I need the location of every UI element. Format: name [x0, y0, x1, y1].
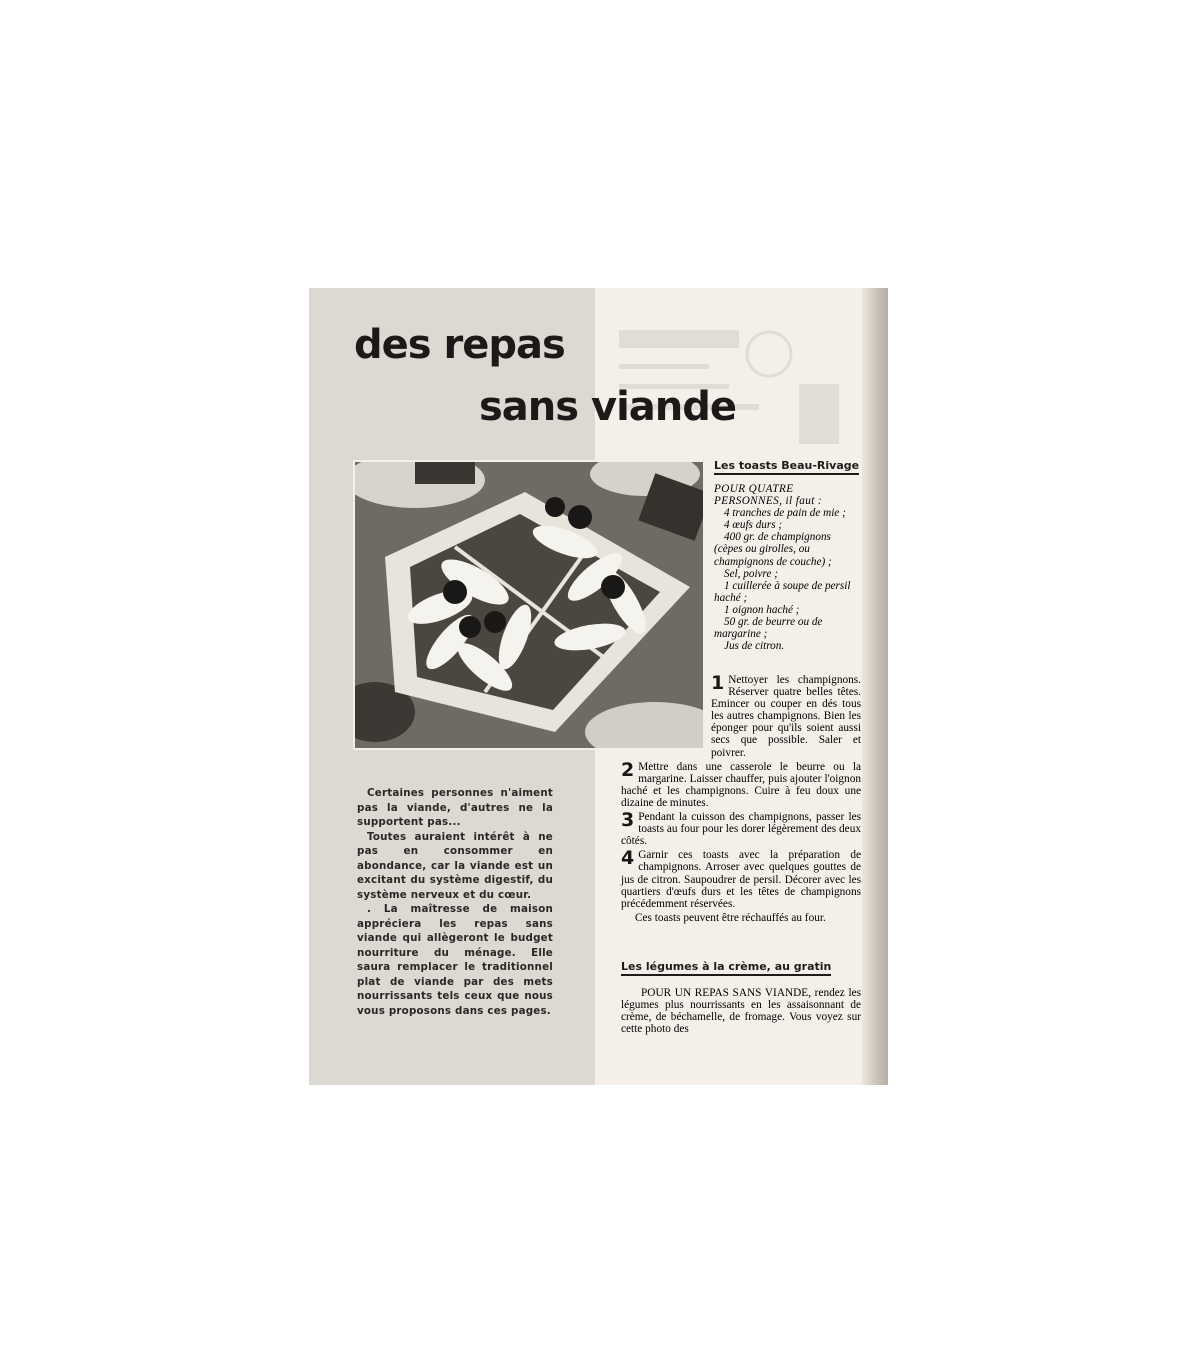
recipe-step: [621, 758, 861, 809]
ingredient-item: 1 oignon haché ;: [724, 603, 800, 616]
step-number: 3: [621, 809, 635, 832]
step-text: Garnir ces toasts avec la préparation de champignons. Arroser avec quelques gouttes de jus de citron. Saupoudrer de persil. Décorer avec les quartiers d'œufs durs et les têtes de champignons précédemment réservées.: [621, 849, 861, 910]
step-number: 1: [711, 672, 725, 694]
page-title-line-2: sans viande: [479, 384, 737, 430]
step-number: 4: [621, 847, 635, 870]
recipe-step: [621, 811, 861, 847]
page-title-line-1: des repas: [354, 322, 565, 368]
recipe-step: [621, 849, 861, 909]
ingredient-item: 4 tranches de pain de mie ;: [724, 507, 846, 520]
recipe-intro-paragraph: POUR UN REPAS SANS VIANDE, rendez les légumes plus nourrissants en les assaisonnant de crème, de béchamelle, de fromage. Vous voyez sur cette photo des: [621, 987, 861, 1036]
step-text: Pendant la cuisson des champignons, passer les toasts au four pour les dorer légèrement des deux côtés.: [621, 811, 861, 848]
ingredients-list: [714, 483, 860, 652]
step-number: 2: [621, 758, 635, 781]
page-edge-shadow: [862, 288, 888, 1085]
ingredients-lead: POUR QUATRE PERSONNES, il faut :: [714, 483, 823, 508]
ingredient-item: Sel, poivre ;: [724, 567, 778, 580]
ingredient-item: 1 cuillerée à soupe de persil haché ;: [714, 579, 851, 604]
intro-paragraph: Toutes auraient intérêt à ne pas en consommer en abondance, car la viande est un excitant du système digestif, du système nerveux et du cœur.: [357, 830, 553, 901]
recipe-heading: Les toasts Beau-Rivage: [714, 459, 859, 475]
recipe-note: Ces toasts peuvent être réchauffés au four.: [635, 911, 826, 924]
recipe-step: [621, 674, 861, 759]
ingredient-item: Jus de citron.: [724, 640, 785, 653]
ingredient-item: 400 gr. de champignons (cèpes ou girolles, ou champignons de couche) ;: [714, 531, 832, 568]
recipe-steps: [621, 674, 861, 924]
step-text: Nettoyer les champignons. Réserver quatre belles têtes. Emincer ou couper en dés tous les autres champignons. Bien les éponger pour qu'ils soient aussi secs que possible. Saler et poivrer.: [711, 674, 861, 759]
recipe-heading: Les légumes à la crème, au gratin: [621, 960, 831, 976]
ingredient-item: 50 gr. de beurre ou de margarine ;: [714, 616, 823, 641]
intro-paragraph: Certaines personnes n'aiment pas la viande, d'autres ne la supportent pas...: [357, 787, 553, 828]
step-text: Mettre dans une casserole le beurre ou la margarine. Laisser chauffer, puis ajouter l'oignon haché et les champignons. Cuire à feu doux une dizaine de minutes.: [621, 760, 861, 809]
intro-text: [357, 786, 553, 1018]
ingredient-item: 4 œufs durs ;: [724, 519, 783, 532]
magazine-page: [309, 288, 862, 1085]
intro-paragraph: . La maîtresse de maison appréciera les repas sans viande qui allègeront le budget nourriture du ménage. Elle saura remplacer le traditionnel plat de viande par des mets nourrissants tels ceux que nous vous proposons dans ces pages.: [357, 903, 553, 1017]
